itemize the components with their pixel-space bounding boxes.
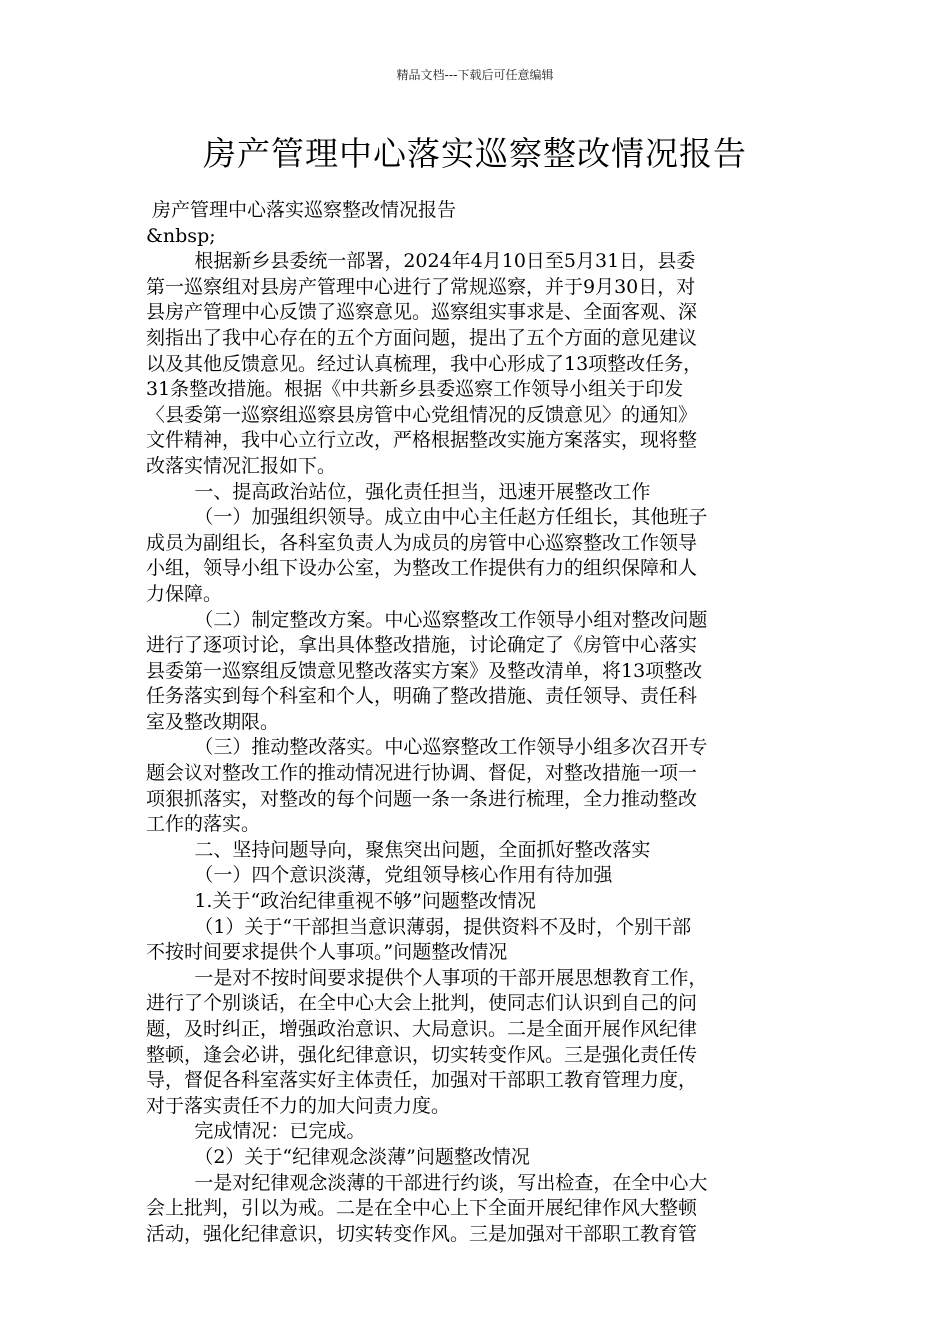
- text-line: 不按时间要求提供个人事项。”问题整改情况: [146, 941, 508, 964]
- document-body: [146, 198, 806, 1247]
- text-line: 题，及时纠正，增强政治意识、大局意识。二是全面开展作风纪律: [146, 1018, 698, 1040]
- text-line: 〈县委第一巡察组巡察县房管中心党组情况的反馈意见〉的通知》: [146, 403, 698, 426]
- text-line: 室及整改期限。: [146, 710, 280, 733]
- text-line: 第一巡察组对县房产管理中心进行了常规巡察，并于9月30日，对: [146, 275, 696, 298]
- text-line: （1）关于“干部担当意识薄弱，提供资料不及时，个别干部: [146, 915, 692, 938]
- text-line: 以及其他反馈意见。经过认真梳理，我中心形成了13项整改任务，: [146, 352, 703, 375]
- text-line: （三）推动整改落实。中心巡察整改工作领导小组多次召开专: [146, 736, 708, 759]
- text-line: 刻指出了我中心存在的五个方面问题，提出了五个方面的意见建议: [146, 326, 698, 349]
- text-line: （二）制定整改方案。中心巡察整改工作领导小组对整改问题: [146, 608, 708, 631]
- text-line: 1.关于“政治纪律重视不够”问题整改情况: [146, 890, 536, 913]
- text-line: 活动，强化纪律意识，切实转变作风。三是加强对干部职工教育管: [146, 1222, 698, 1245]
- text-line: 题会议对整改工作的推动情况进行协调、督促，对整改措施一项一: [146, 762, 698, 785]
- header-note: 精品文档---下载后可任意编辑: [396, 68, 554, 82]
- text-line: 完成情况：已完成。: [146, 1120, 366, 1143]
- text-line: 一是对纪律观念淡薄的干部进行约谈，写出检查，在全中心大: [146, 1171, 708, 1194]
- text-line: 力保障。: [146, 582, 223, 605]
- text-line: 文件精神，我中心立行立改，严格根据整改实施方案落实，现将整: [146, 429, 698, 452]
- text-line: 导，督促各科室落实好主体责任，加强对干部职工教育管理力度，: [146, 1069, 698, 1092]
- text-line: （一）四个意识淡薄，党组领导核心作用有待加强: [146, 864, 613, 887]
- text-line: 县房产管理中心反馈了巡察意见。巡察组实事求是、全面客观、深: [146, 301, 698, 324]
- text-line: （一）加强组织领导。成立由中心主任赵方任组长，其他班子: [146, 506, 708, 529]
- text-line: 成员为副组长，各科室负责人为成员的房管中心巡察整改工作领导: [146, 531, 698, 554]
- text-line: 改落实情况汇报如下。: [146, 454, 337, 477]
- text-line: 房产管理中心落实巡察整改情况报告: [146, 199, 457, 221]
- text-line: （2）关于“纪律观念淡薄”问题整改情况: [146, 1145, 530, 1168]
- text-line: 项狠抓落实，对整改的每个问题一条一条进行梳理，全力推动整改: [146, 787, 698, 810]
- text-line: 对于落实责任不力的加大问责力度。: [146, 1094, 451, 1117]
- text-line: 31条整改措施。根据《中共新乡县委巡察工作领导小组关于印发: [146, 378, 684, 401]
- text-line: 县委第一巡察组反馈意见整改落实方案》及整改清单，将13项整改: [146, 659, 703, 682]
- text-line: 进行了个别谈话，在全中心大会上批判，使同志们认识到自己的问: [146, 992, 698, 1015]
- text-line: 工作的落实。: [146, 813, 261, 836]
- text-line: 一是对不按时间要求提供个人事项的干部开展思想教育工作，: [146, 966, 708, 989]
- text-line: 小组，领导小组下设办公室，为整改工作提供有力的组织保障和人: [146, 557, 698, 580]
- text-line: 任务落实到每个科室和个人，明确了整改措施、责任领导、责任科: [146, 685, 698, 708]
- text-line: 一、提高政治站位，强化责任担当，迅速开展整改工作: [146, 480, 651, 503]
- text-line: 二、坚持问题导向，聚焦突出问题，全面抓好整改落实: [146, 838, 651, 861]
- text-line: 根据新乡县委统一部署，2024年4月10日至5月31日，县委: [146, 250, 696, 273]
- text-line: 会上批判，引以为戒。二是在全中心上下全面开展纪律作风大整顿: [146, 1197, 698, 1220]
- text-line: 进行了逐项讨论，拿出具体整改措施，讨论确定了《房管中心落实: [146, 634, 698, 657]
- document-title: 房产管理中心落实巡察整改情况报告: [203, 134, 747, 173]
- text-line: 整顿，逢会必讲，强化纪律意识，切实转变作风。三是强化责任传: [146, 1043, 698, 1066]
- text-line: &nbsp;: [146, 224, 216, 247]
